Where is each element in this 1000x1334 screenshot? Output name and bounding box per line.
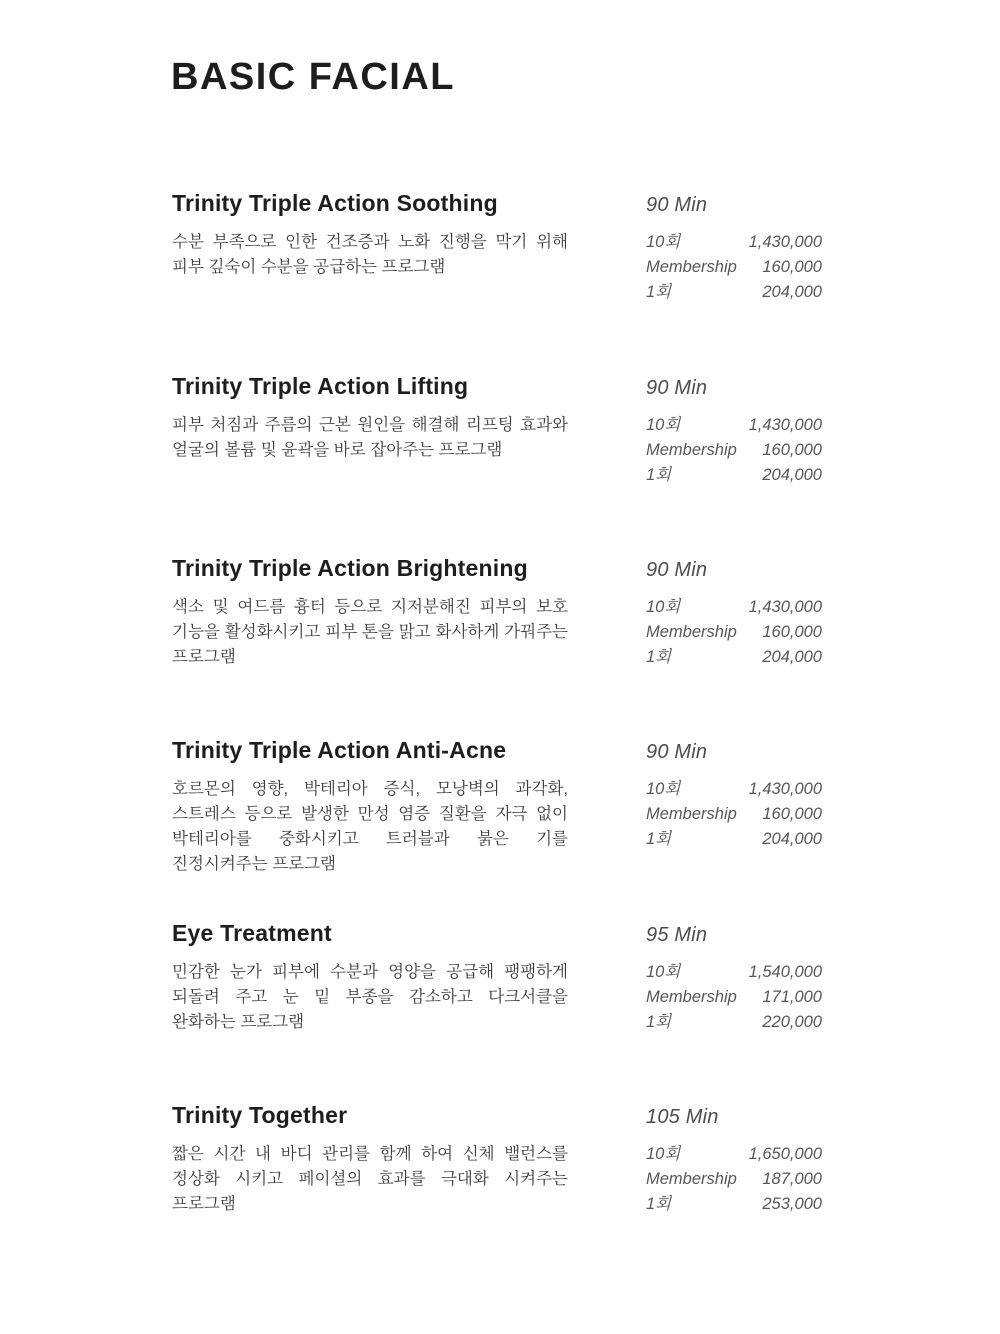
price-value: 187,000 xyxy=(762,1170,822,1188)
price-value: 204,000 xyxy=(762,830,822,848)
treatment-body xyxy=(172,777,822,877)
treatment-duration: 90 Min xyxy=(646,559,708,581)
price-label: 10회 xyxy=(646,233,681,251)
price-row xyxy=(646,595,822,620)
price-label: 10회 xyxy=(646,598,681,616)
treatment-description: 색소 및 여드름 흉터 등으로 지저분해진 피부의 보호 기능을 활성화시키고 피부 톤을 맑고 화사하게 가꿔주는 프로그램 xyxy=(172,598,568,666)
price-label: Membership xyxy=(646,623,737,641)
price-value: 204,000 xyxy=(762,648,822,666)
price-value: 160,000 xyxy=(762,805,822,823)
price-value: 1,430,000 xyxy=(748,598,822,616)
price-value: 1,430,000 xyxy=(748,416,822,434)
price-list xyxy=(646,777,822,852)
page-title: BASIC FACIAL xyxy=(171,56,455,98)
price-value: 171,000 xyxy=(762,988,822,1006)
treatment-section-together xyxy=(172,1100,822,1217)
price-value: 160,000 xyxy=(762,258,822,276)
price-list xyxy=(646,1142,822,1217)
price-row xyxy=(646,1167,822,1192)
treatment-duration: 90 Min xyxy=(646,741,708,763)
price-value: 1,540,000 xyxy=(748,963,822,981)
price-value: 220,000 xyxy=(762,1013,822,1031)
price-row xyxy=(646,620,822,645)
price-value: 253,000 xyxy=(762,1195,822,1213)
treatment-title: Trinity Triple Action Lifting xyxy=(172,373,469,399)
treatment-body xyxy=(172,595,822,670)
price-value: 1,650,000 xyxy=(748,1145,822,1163)
price-row xyxy=(646,463,822,488)
treatment-header xyxy=(172,1100,822,1130)
treatment-header xyxy=(172,735,822,765)
price-label: 1회 xyxy=(646,283,672,301)
treatment-body xyxy=(172,230,822,305)
treatment-body xyxy=(172,1142,822,1217)
price-label: Membership xyxy=(646,805,737,823)
treatment-header xyxy=(172,918,822,948)
price-row xyxy=(646,645,822,670)
price-row xyxy=(646,960,822,985)
price-value: 1,430,000 xyxy=(748,780,822,798)
price-label: 10회 xyxy=(646,416,681,434)
treatment-section-anti-acne xyxy=(172,735,822,877)
price-list xyxy=(646,413,822,488)
treatment-header xyxy=(172,371,822,401)
treatment-section-eye-treatment xyxy=(172,918,822,1035)
price-label: Membership xyxy=(646,988,737,1006)
price-row xyxy=(646,1192,822,1217)
price-row xyxy=(646,1142,822,1167)
treatment-description: 수분 부족으로 인한 건조증과 노화 진행을 막기 위해 피부 깊숙이 수분을 공급하는 프로그램 xyxy=(172,233,568,276)
price-row xyxy=(646,985,822,1010)
price-label: 1회 xyxy=(646,1195,672,1213)
price-label: 1회 xyxy=(646,466,672,484)
treatment-section-lifting xyxy=(172,371,822,488)
treatment-duration: 90 Min xyxy=(646,194,708,216)
price-label: 1회 xyxy=(646,830,672,848)
treatment-duration: 105 Min xyxy=(646,1106,719,1128)
treatment-title: Trinity Triple Action Anti-Acne xyxy=(172,737,507,763)
treatment-title: Trinity Together xyxy=(172,1102,348,1128)
price-row xyxy=(646,255,822,280)
price-label: 1회 xyxy=(646,1013,672,1031)
price-row xyxy=(646,438,822,463)
treatment-title: Trinity Triple Action Soothing xyxy=(172,190,498,216)
price-row xyxy=(646,280,822,305)
price-label: 1회 xyxy=(646,648,672,666)
price-label: 10회 xyxy=(646,780,681,798)
treatment-duration: 90 Min xyxy=(646,377,708,399)
price-list xyxy=(646,230,822,305)
treatment-title: Eye Treatment xyxy=(172,920,332,946)
price-label: Membership xyxy=(646,258,737,276)
treatment-description: 호르몬의 영향, 박테리아 증식, 모낭벽의 과각화, 스트레스 등으로 발생한 만성 염증 질환을 자극 없이 박테리아를 중화시키고 트러블과 붉은 기를 진정시켜주는 프로그램 xyxy=(172,780,568,873)
price-value: 160,000 xyxy=(762,623,822,641)
price-row xyxy=(646,230,822,255)
treatment-duration: 95 Min xyxy=(646,924,708,946)
price-list xyxy=(646,960,822,1035)
price-label: Membership xyxy=(646,1170,737,1188)
treatment-body xyxy=(172,413,822,488)
treatment-description: 피부 처짐과 주름의 근본 원인을 해결해 리프팅 효과와 얼굴의 볼륨 및 윤곽을 바로 잡아주는 프로그램 xyxy=(172,416,568,459)
price-row xyxy=(646,413,822,438)
treatment-section-brightening xyxy=(172,553,822,670)
price-value: 160,000 xyxy=(762,441,822,459)
price-row xyxy=(646,802,822,827)
treatment-header xyxy=(172,188,822,218)
treatment-header xyxy=(172,553,822,583)
price-label: Membership xyxy=(646,441,737,459)
price-value: 1,430,000 xyxy=(748,233,822,251)
price-value: 204,000 xyxy=(762,466,822,484)
treatment-body xyxy=(172,960,822,1035)
price-row xyxy=(646,827,822,852)
price-value: 204,000 xyxy=(762,283,822,301)
price-label: 10회 xyxy=(646,963,681,981)
treatment-title: Trinity Triple Action Brightening xyxy=(172,555,528,581)
price-label: 10회 xyxy=(646,1145,681,1163)
treatment-description: 짧은 시간 내 바디 관리를 함께 하여 신체 밸런스를 정상화 시키고 페이셜의 효과를 극대화 시켜주는 프로그램 xyxy=(172,1145,568,1213)
treatment-section-soothing xyxy=(172,188,822,305)
treatment-description: 민감한 눈가 피부에 수분과 영양을 공급해 팽팽하게 되돌려 주고 눈 밑 부종을 감소하고 다크서클을 완화하는 프로그램 xyxy=(172,963,568,1031)
price-row xyxy=(646,777,822,802)
price-row xyxy=(646,1010,822,1035)
price-list xyxy=(646,595,822,670)
